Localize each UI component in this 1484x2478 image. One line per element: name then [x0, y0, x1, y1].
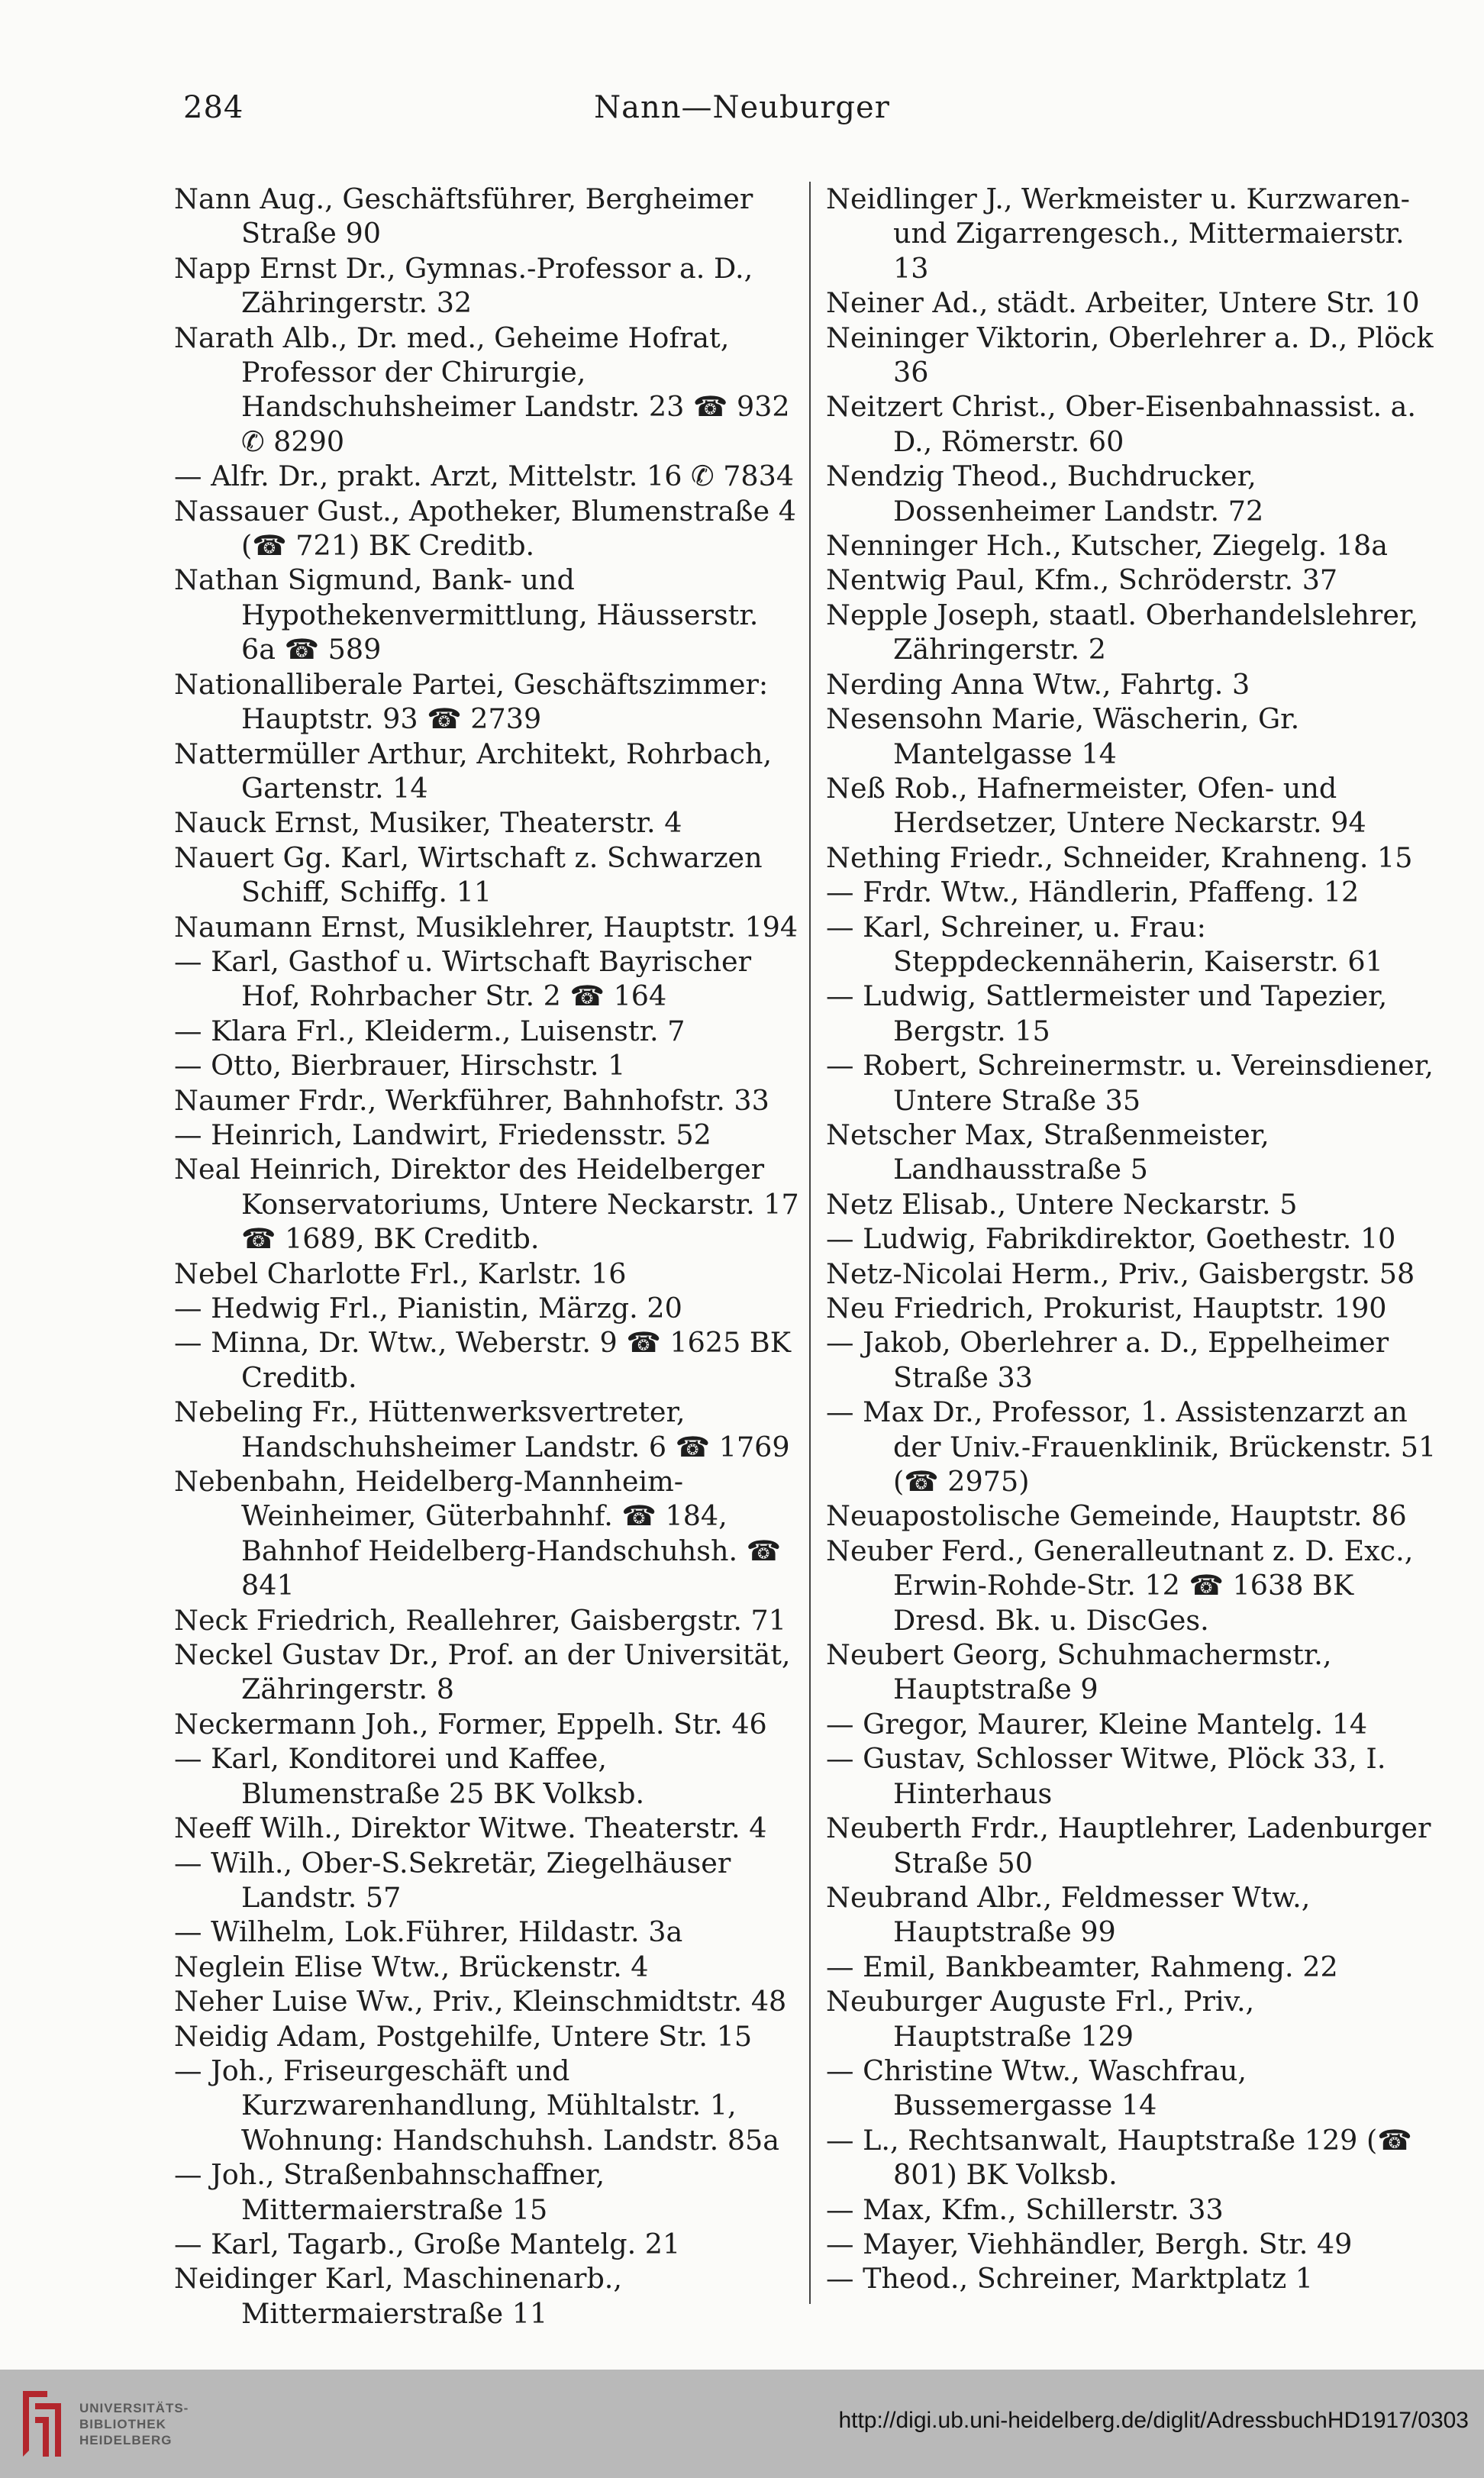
directory-entry: — Joh., Friseurgeschäft und Kurzwarenhandlung, Mühltalstr. 1, Wohnung: Handschuhsh. Landstr. 85a: [174, 2054, 780, 2157]
directory-entry: — Christine Wtw., Waschfrau, Bussemergasse 14: [826, 2054, 1247, 2122]
directory-entry: Neidig Adam, Postgehilfe, Untere Str. 15: [174, 2019, 753, 2053]
directory-entry: — Frdr. Wtw., Händlerin, Pfaffeng. 12: [826, 876, 1360, 909]
directory-entry: Netz Elisab., Untere Neckarstr. 5: [826, 1187, 1298, 1221]
directory-entry: Neiner Ad., städt. Arbeiter, Untere Str. 10: [826, 286, 1420, 320]
directory-entry: Nebenbahn, Heidelberg-Mannheim-Weinheimer, Güterbahnhf. ☎ 184, Bahnhof Heidelberg-Handschuhsh. ☎ 841: [174, 1465, 782, 1602]
directory-entry: — Ludwig, Sattlermeister und Tapezier, Bergstr. 15: [826, 979, 1388, 1047]
library-name-line: HEIDELBERG: [79, 2433, 173, 2447]
directory-entry: Neher Luise Ww., Priv., Kleinschmidtstr. 48: [174, 1985, 787, 2018]
directory-entry: Neidinger Karl, Maschinenarb., Mittermaierstraße 11: [174, 2262, 623, 2330]
directory-entry: Neck Friedrich, Reallehrer, Gaisbergstr. 71: [174, 1603, 786, 1637]
directory-entry: Nebeling Fr., Hüttenwerksvertreter, Handschuhsheimer Landstr. 6 ☎ 1769: [174, 1395, 790, 1463]
directory-entry: — L., Rechtsanwalt, Hauptstraße 129 (☎ 801) BK Volksb.: [826, 2123, 1412, 2192]
directory-entry: — Karl, Tagarb., Große Mantelg. 21: [174, 2227, 681, 2260]
directory-entry: — Heinrich, Landwirt, Friedensstr. 52: [174, 1118, 711, 1151]
directory-entry: Neuber Ferd., Generalleutnant z. D. Exc., Erwin-Rohde-Str. 12 ☎ 1638 BK Dresd. Bk. u. DiscGes.: [826, 1534, 1414, 1637]
directory-entry: Neuburger Auguste Frl., Priv., Hauptstraße 129: [826, 1985, 1255, 2053]
directory-entry: — Wilhelm, Lok.Führer, Hildastr. 3a: [174, 1915, 683, 1949]
directory-entry: Narath Alb., Dr. med., Geheime Hofrat, Professor der Chirurgie, Handschuhsheimer Landstr. 23 ☎ 932 ✆ 8290: [174, 321, 790, 458]
directory-entry: Nerding Anna Wtw., Fahrtg. 3: [826, 667, 1250, 701]
directory-entry: Nathan Sigmund, Bank- und Hypothekenvermittlung, Häusserstr. 6a ☎ 589: [174, 563, 759, 666]
directory-entry: — Gregor, Maurer, Kleine Mantelg. 14: [826, 1707, 1368, 1741]
directory-entry: Nauert Gg. Karl, Wirtschaft z. Schwarzen Schiff, Schiffg. 11: [174, 841, 763, 909]
directory-entry: Nassauer Gust., Apotheker, Blumenstraße 4 (☎ 721) BK Creditb.: [174, 494, 796, 563]
directory-entry: Napp Ernst Dr., Gymnas.-Professor a. D., Zähringerstr. 32: [174, 251, 753, 320]
directory-entry: Neu Friedrich, Prokurist, Hauptstr. 190: [826, 1292, 1387, 1325]
directory-entry: Naumann Ernst, Musiklehrer, Hauptstr. 194: [174, 910, 798, 944]
directory-entry: — Otto, Bierbrauer, Hirschstr. 1: [174, 1049, 626, 1083]
directory-entry: — Max, Kfm., Schillerstr. 33: [826, 2192, 1224, 2226]
directory-entry: — Minna, Dr. Wtw., Weberstr. 9 ☎ 1625 BK Creditb.: [174, 1326, 792, 1394]
directory-entry: Netz-Nicolai Herm., Priv., Gaisbergstr. 58: [826, 1257, 1415, 1290]
directory-entry: — Mayer, Viehhändler, Bergh. Str. 49: [826, 2227, 1353, 2260]
directory-entry: Neglein Elise Wtw., Brückenstr. 4: [174, 1950, 649, 1983]
directory-entry: Neckermann Joh., Former, Eppelh. Str. 46: [174, 1707, 767, 1741]
directory-entry: Neubert Georg, Schuhmachermstr., Hauptstraße 9: [826, 1638, 1332, 1706]
directory-entry: Neubrand Albr., Feldmesser Wtw., Hauptstraße 99: [826, 1880, 1311, 1949]
library-name-line: BIBLIOTHEK: [79, 2417, 166, 2431]
directory-entry: Neininger Viktorin, Oberlehrer a. D., Plöck 36: [826, 321, 1434, 389]
column-divider: [809, 182, 811, 2304]
directory-entry: Neeff Wilh., Direktor Witwe. Theaterstr. 4: [174, 1812, 767, 1845]
directory-entry: Neuapostolische Gemeinde, Hauptstr. 86: [826, 1499, 1407, 1533]
directory-entry: Neitzert Christ., Ober-Eisenbahnassist. a. D., Römerstr. 60: [826, 390, 1417, 458]
directory-entry: Nething Friedr., Schneider, Krahneng. 15: [826, 841, 1413, 874]
directory-entry: Nattermüller Arthur, Architekt, Rohrbach, Gartenstr. 14: [174, 737, 773, 805]
directory-entry: — Gustav, Schlosser Witwe, Plöck 33, I. Hinterhaus: [826, 1742, 1386, 1810]
directory-entry: Nesensohn Marie, Wäscherin, Gr. Mantelgasse 14: [826, 702, 1300, 770]
page-number: 284: [183, 90, 244, 125]
directory-entry: Naumer Frdr., Werkführer, Bahnhofstr. 33: [174, 1083, 769, 1117]
left-column: [174, 182, 800, 2331]
directory-entry: — Max Dr., Professor, 1. Assistenzarzt an der Univ.-Frauenklinik, Brückenstr. 51 (☎ 2975): [826, 1395, 1437, 1499]
directory-entry: Nann Aug., Geschäftsführer, Bergheimer Straße 90: [174, 182, 753, 250]
directory-entry: Neß Rob., Hafnermeister, Ofen- und Herdsetzer, Untere Neckarstr. 94: [826, 771, 1366, 840]
library-name-line: UNIVERSITÄTS-: [79, 2401, 189, 2415]
source-url-link[interactable]: http://digi.ub.uni-heidelberg.de/diglit/AdressbuchHD1917/0303: [838, 2408, 1469, 2433]
directory-entry: — Robert, Schreinermstr. u. Vereinsdiener, Untere Straße 35: [826, 1049, 1434, 1117]
directory-entry: — Hedwig Frl., Pianistin, Märzg. 20: [174, 1292, 682, 1325]
directory-entry: — Emil, Bankbeamter, Rahmeng. 22: [826, 1950, 1338, 1983]
directory-entry: — Karl, Konditorei und Kaffee, Blumenstraße 25 BK Volksb.: [174, 1742, 645, 1810]
directory-entry: Nentwig Paul, Kfm., Schröderstr. 37: [826, 563, 1338, 597]
directory-entry: Nebel Charlotte Frl., Karlstr. 16: [174, 1257, 627, 1290]
footer-bar: [0, 2370, 1484, 2478]
directory-entry: — Klara Frl., Kleiderm., Luisenstr. 7: [174, 1014, 686, 1047]
directory-entry: Neal Heinrich, Direktor des Heidelberger Konservatoriums, Untere Neckarstr. 17 ☎ 1689, BK Creditb.: [174, 1153, 799, 1256]
directory-entry: — Ludwig, Fabrikdirektor, Goethestr. 10: [826, 1222, 1396, 1256]
directory-entry: — Joh., Straßenbahnschaffner, Mittermaierstraße 15: [174, 2158, 605, 2226]
directory-entry: — Karl, Gasthof u. Wirtschaft Bayrischer Hof, Rohrbacher Str. 2 ☎ 164: [174, 944, 752, 1013]
directory-entry: Netscher Max, Straßenmeister, Landhausstraße 5: [826, 1118, 1269, 1186]
directory-entry: — Wilh., Ober-S.Sekretär, Ziegelhäuser Landstr. 57: [174, 1846, 731, 1914]
directory-entry: Neuberth Frdr., Hauptlehrer, Ladenburger Straße 50: [826, 1812, 1431, 1879]
directory-entry: Nauck Ernst, Musiker, Theaterstr. 4: [174, 806, 682, 840]
directory-entry: Neidlinger J., Werkmeister u. Kurzwaren- und Zigarrengesch., Mittermaierstr. 13: [826, 182, 1410, 285]
directory-entry: Nendzig Theod., Buchdrucker, Dossenheimer Landstr. 72: [826, 460, 1264, 528]
directory-entry: Nationalliberale Partei, Geschäftszimmer: Hauptstr. 93 ☎ 2739: [174, 667, 769, 736]
directory-entry: — Jakob, Oberlehrer a. D., Eppelheimer Straße 33: [826, 1326, 1389, 1394]
directory-entry: — Alfr. Dr., prakt. Arzt, Mittelstr. 16 ✆ 7834: [174, 460, 795, 493]
directory-entry: Neckel Gustav Dr., Prof. an der Universität, Zähringerstr. 8: [174, 1638, 791, 1706]
directory-entry: — Karl, Schreiner, u. Frau: Steppdeckennäherin, Kaiserstr. 61: [826, 910, 1383, 978]
running-head: Nann—Neuburger: [594, 90, 890, 125]
directory-entry: Nenninger Hch., Kutscher, Ziegelg. 18a: [826, 529, 1388, 563]
directory-entry: Nepple Joseph, staatl. Oberhandelslehrer, Zähringerstr. 2: [826, 598, 1418, 666]
right-column: [826, 182, 1437, 2296]
library-logo-icon: [17, 2386, 70, 2461]
library-name: [79, 2400, 209, 2448]
directory-entry: — Theod., Schreiner, Marktplatz 1: [826, 2262, 1314, 2296]
